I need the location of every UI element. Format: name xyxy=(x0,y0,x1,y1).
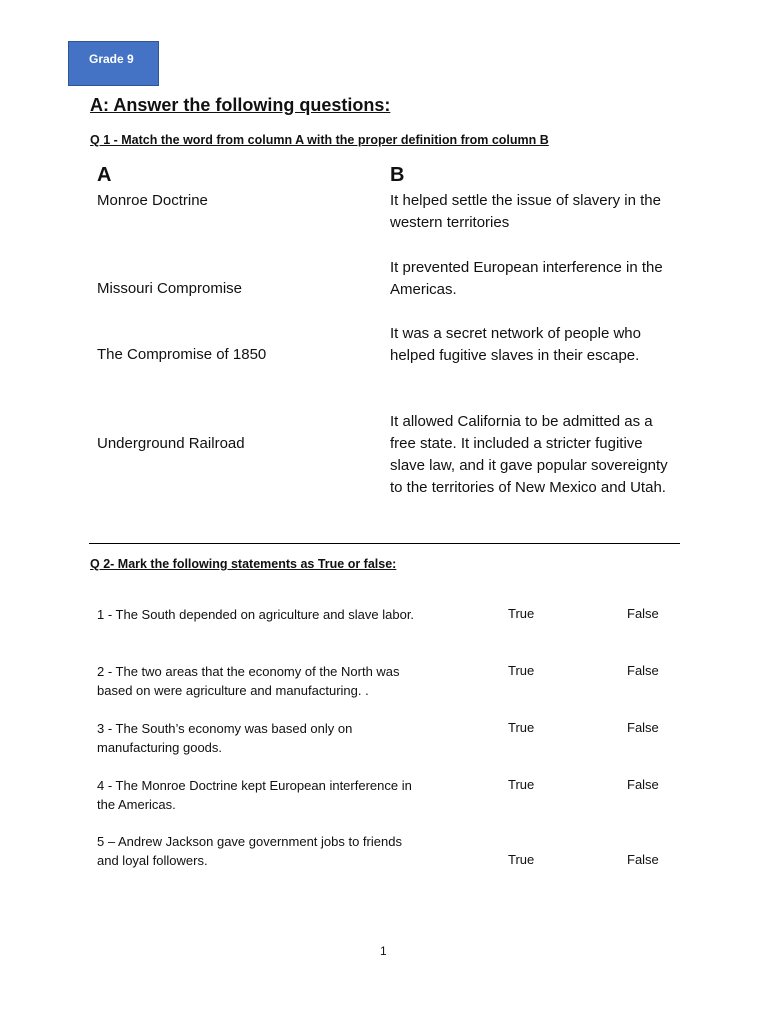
false-option[interactable]: False xyxy=(627,777,659,792)
true-option[interactable]: True xyxy=(508,663,535,678)
grade-label: Grade 9 xyxy=(89,52,134,66)
column-a-header: A xyxy=(97,164,112,186)
true-option[interactable]: True xyxy=(508,852,535,867)
statement-item: 3 - The South’s economy was based only on manufacturing goods. xyxy=(97,721,353,755)
q2-title: Q 2- Mark the following statements as True or false: xyxy=(90,557,397,571)
false-option[interactable]: False xyxy=(627,663,659,678)
statement-item: 1 - The South depended on agriculture and slave labor. xyxy=(97,607,415,622)
statement-item: 5 – Andrew Jackson gave government jobs to friends and loyal followers. xyxy=(97,834,402,868)
page-number: 1 xyxy=(380,944,387,958)
q1-title: Q 1 - Match the word from column A with the proper definition from column B xyxy=(90,133,549,147)
definition-item: It was a secret network of people who helped fugitive slaves in their escape. xyxy=(390,325,641,364)
false-option[interactable]: False xyxy=(627,720,659,735)
grade-badge xyxy=(68,41,159,86)
false-option[interactable]: False xyxy=(627,852,659,867)
term-item: Missouri Compromise xyxy=(97,280,243,297)
term-item: Monroe Doctrine xyxy=(97,192,208,209)
statement-item: 2 - The two areas that the economy of the North was based on were agriculture and manufacturing. . xyxy=(97,664,400,698)
definition-item: It prevented European interference in the Americas. xyxy=(390,259,663,298)
true-option[interactable]: True xyxy=(508,606,535,621)
page-title: A: Answer the following questions: xyxy=(90,95,391,115)
column-b-header: B xyxy=(390,164,405,186)
true-option[interactable]: True xyxy=(508,720,535,735)
definition-item: It allowed California to be admitted as a free state. It included a stricter fugitive slave law, and it gave popular sovereignty to the territories of New Mexico and Utah. xyxy=(390,413,668,496)
definition-item: It helped settle the issue of slavery in the western territories xyxy=(390,192,661,231)
true-option[interactable]: True xyxy=(508,777,535,792)
section-divider xyxy=(89,543,680,544)
term-item: Underground Railroad xyxy=(97,435,245,452)
statement-item: 4 - The Monroe Doctrine kept European interference in the Americas. xyxy=(97,778,412,812)
false-option[interactable]: False xyxy=(627,606,659,621)
term-item: The Compromise of 1850 xyxy=(97,346,267,363)
